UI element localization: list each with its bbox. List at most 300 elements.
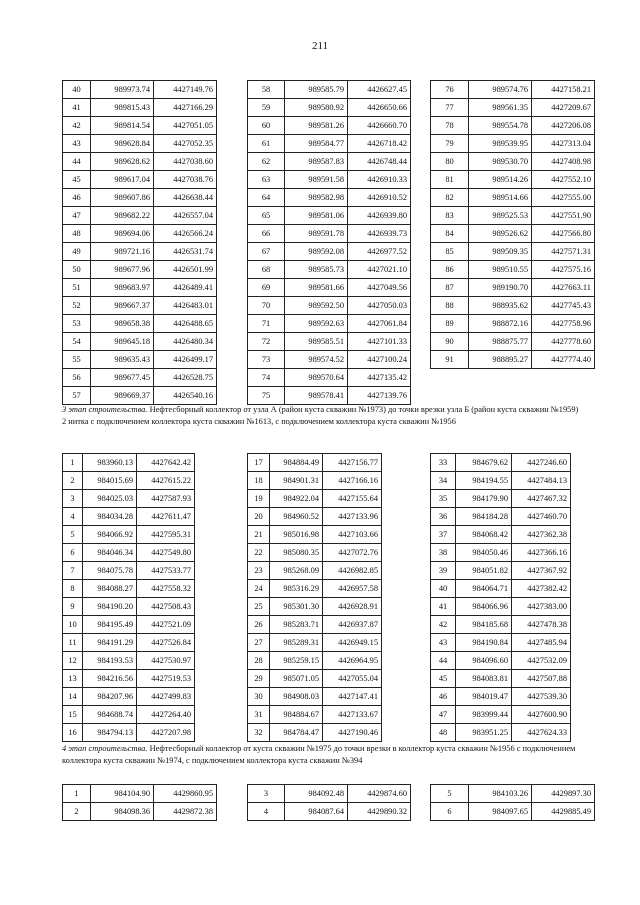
table-row bbox=[248, 652, 382, 670]
point-number: 89 bbox=[431, 315, 469, 333]
coord-y: 4427206.08 bbox=[532, 117, 595, 135]
table-row bbox=[431, 117, 595, 135]
table-row bbox=[63, 261, 217, 279]
point-number: 12 bbox=[63, 652, 83, 670]
table-row bbox=[431, 580, 571, 598]
point-number: 86 bbox=[431, 261, 469, 279]
table-row bbox=[431, 171, 595, 189]
point-number: 15 bbox=[63, 706, 83, 724]
point-number: 3 bbox=[63, 490, 83, 508]
table-row bbox=[63, 580, 195, 598]
coord-y: 4427166.29 bbox=[154, 99, 217, 117]
table-row bbox=[248, 351, 411, 369]
coord-x: 984066.96 bbox=[456, 598, 512, 616]
point-number: 66 bbox=[248, 225, 285, 243]
coord-y: 4427313.04 bbox=[532, 135, 595, 153]
point-number: 54 bbox=[63, 333, 91, 351]
coord-y: 4427600.90 bbox=[512, 706, 571, 724]
coord-x: 984960.52 bbox=[270, 508, 323, 526]
stage-4-description bbox=[62, 743, 582, 766]
coord-y: 4427055.04 bbox=[323, 670, 382, 688]
coord-x: 984679.62 bbox=[456, 454, 512, 472]
coord-x: 989509.35 bbox=[469, 243, 532, 261]
coord-x: 988872.16 bbox=[469, 315, 532, 333]
table-row bbox=[431, 99, 595, 117]
table-row bbox=[431, 634, 571, 652]
point-number: 2 bbox=[63, 803, 91, 821]
table-row bbox=[431, 670, 571, 688]
coord-y: 4427575.16 bbox=[532, 261, 595, 279]
point-number: 40 bbox=[63, 81, 91, 99]
coord-y: 4427382.42 bbox=[512, 580, 571, 598]
table-row bbox=[431, 490, 571, 508]
coord-x: 989554.78 bbox=[469, 117, 532, 135]
table-row bbox=[63, 724, 195, 742]
coord-y: 4427539.30 bbox=[512, 688, 571, 706]
table-row bbox=[248, 369, 411, 387]
coord-y: 4427383.00 bbox=[512, 598, 571, 616]
point-number: 64 bbox=[248, 189, 285, 207]
point-number: 24 bbox=[248, 580, 270, 598]
point-number: 1 bbox=[63, 454, 83, 472]
coord-x: 989525.53 bbox=[469, 207, 532, 225]
table-row bbox=[63, 454, 195, 472]
table-row bbox=[63, 634, 195, 652]
table-row bbox=[63, 369, 217, 387]
coords-table-2c bbox=[430, 453, 571, 742]
coord-x: 984088.27 bbox=[83, 580, 137, 598]
coord-x: 984050.46 bbox=[456, 544, 512, 562]
table-row bbox=[431, 153, 595, 171]
table-row bbox=[431, 785, 595, 803]
point-number: 5 bbox=[63, 526, 83, 544]
coord-x: 984207.96 bbox=[83, 688, 137, 706]
table-row bbox=[63, 189, 217, 207]
coord-x: 989617.04 bbox=[91, 171, 154, 189]
coord-y: 4429872.38 bbox=[154, 803, 217, 821]
point-number: 61 bbox=[248, 135, 285, 153]
point-number: 79 bbox=[431, 135, 469, 153]
coord-y: 4427246.60 bbox=[512, 454, 571, 472]
point-number: 57 bbox=[63, 387, 91, 405]
point-number: 67 bbox=[248, 243, 285, 261]
table-row bbox=[248, 189, 411, 207]
table-row bbox=[63, 99, 217, 117]
table-row bbox=[63, 135, 217, 153]
coord-y: 4427021.10 bbox=[348, 261, 411, 279]
coord-y: 4427530.97 bbox=[137, 652, 195, 670]
table-row bbox=[431, 261, 595, 279]
coord-y: 4426627.45 bbox=[348, 81, 411, 99]
table-row bbox=[431, 652, 571, 670]
coord-y: 4426638.44 bbox=[154, 189, 217, 207]
coord-x: 984195.49 bbox=[83, 616, 137, 634]
coord-x: 989582.98 bbox=[285, 189, 348, 207]
coord-x: 989581.26 bbox=[285, 117, 348, 135]
point-number: 41 bbox=[431, 598, 456, 616]
coord-x: 984194.55 bbox=[456, 472, 512, 490]
coord-y: 4427139.76 bbox=[348, 387, 411, 405]
coord-x: 989585.79 bbox=[285, 81, 348, 99]
table-row bbox=[248, 562, 382, 580]
coord-y: 4427519.53 bbox=[137, 670, 195, 688]
point-number: 87 bbox=[431, 279, 469, 297]
coord-y: 4429874.60 bbox=[348, 785, 411, 803]
table-row bbox=[431, 225, 595, 243]
table-row bbox=[248, 785, 411, 803]
coord-x: 989574.52 bbox=[285, 351, 348, 369]
table-row bbox=[248, 670, 382, 688]
point-number: 13 bbox=[63, 670, 83, 688]
coord-x: 989677.96 bbox=[91, 261, 154, 279]
coord-x: 985283.71 bbox=[270, 616, 323, 634]
coord-y: 4427038.60 bbox=[154, 153, 217, 171]
point-number: 90 bbox=[431, 333, 469, 351]
table-row bbox=[248, 616, 382, 634]
point-number: 88 bbox=[431, 297, 469, 315]
coord-x: 984901.31 bbox=[270, 472, 323, 490]
coord-y: 4427499.83 bbox=[137, 688, 195, 706]
point-number: 70 bbox=[248, 297, 285, 315]
point-number: 91 bbox=[431, 351, 469, 369]
table-row bbox=[248, 706, 382, 724]
point-number: 10 bbox=[63, 616, 83, 634]
coord-y: 4426939.73 bbox=[348, 225, 411, 243]
coord-y: 4426540.16 bbox=[154, 387, 217, 405]
table-row bbox=[248, 315, 411, 333]
coord-y: 4427072.76 bbox=[323, 544, 382, 562]
coord-y: 4427587.93 bbox=[137, 490, 195, 508]
point-number: 76 bbox=[431, 81, 469, 99]
table-row bbox=[63, 315, 217, 333]
coord-y: 4427663.11 bbox=[532, 279, 595, 297]
coord-y: 4427467.32 bbox=[512, 490, 571, 508]
coord-x: 985268.09 bbox=[270, 562, 323, 580]
point-number: 2 bbox=[63, 472, 83, 490]
coord-y: 4427566.80 bbox=[532, 225, 595, 243]
coord-x: 984184.28 bbox=[456, 508, 512, 526]
coord-y: 4429860.95 bbox=[154, 785, 217, 803]
coord-x: 984092.48 bbox=[285, 785, 348, 803]
coord-y: 4429897.30 bbox=[532, 785, 595, 803]
coord-y: 4426964.95 bbox=[323, 652, 382, 670]
coord-x: 983960.13 bbox=[83, 454, 137, 472]
point-number: 20 bbox=[248, 508, 270, 526]
coords-table-3c bbox=[430, 784, 595, 821]
point-number: 5 bbox=[431, 785, 469, 803]
coord-x: 989514.26 bbox=[469, 171, 532, 189]
table-row bbox=[248, 803, 411, 821]
point-number: 65 bbox=[248, 207, 285, 225]
point-number: 45 bbox=[431, 670, 456, 688]
coord-x: 989510.55 bbox=[469, 261, 532, 279]
table-row bbox=[248, 99, 411, 117]
point-number: 60 bbox=[248, 117, 285, 135]
table-row bbox=[248, 526, 382, 544]
coord-y: 4427484.13 bbox=[512, 472, 571, 490]
coord-y: 4427552.10 bbox=[532, 171, 595, 189]
point-number: 84 bbox=[431, 225, 469, 243]
table-row bbox=[431, 207, 595, 225]
coord-x: 989530.70 bbox=[469, 153, 532, 171]
table-row bbox=[248, 297, 411, 315]
coord-x: 989645.18 bbox=[91, 333, 154, 351]
coord-y: 4427774.40 bbox=[532, 351, 595, 369]
coord-y: 4427190.46 bbox=[323, 724, 382, 742]
coord-y: 4427049.56 bbox=[348, 279, 411, 297]
coord-y: 4426650.66 bbox=[348, 99, 411, 117]
coord-x: 984688.74 bbox=[83, 706, 137, 724]
table-row bbox=[63, 706, 195, 724]
table-row bbox=[248, 171, 411, 189]
coord-y: 4426557.04 bbox=[154, 207, 217, 225]
coord-y: 4427615.22 bbox=[137, 472, 195, 490]
coord-y: 4427745.43 bbox=[532, 297, 595, 315]
coord-y: 4427507.88 bbox=[512, 670, 571, 688]
coord-x: 985316.29 bbox=[270, 580, 323, 598]
table-row bbox=[431, 724, 571, 742]
point-number: 53 bbox=[63, 315, 91, 333]
coord-y: 4429890.32 bbox=[348, 803, 411, 821]
table-row bbox=[63, 688, 195, 706]
point-number: 56 bbox=[63, 369, 91, 387]
point-number: 77 bbox=[431, 99, 469, 117]
coord-y: 4427100.24 bbox=[348, 351, 411, 369]
table-row bbox=[63, 616, 195, 634]
table-row bbox=[431, 616, 571, 634]
coord-y: 4429885.49 bbox=[532, 803, 595, 821]
coord-y: 4427133.96 bbox=[323, 508, 382, 526]
table-row bbox=[248, 225, 411, 243]
point-number: 33 bbox=[431, 454, 456, 472]
table-row bbox=[63, 562, 195, 580]
point-number: 72 bbox=[248, 333, 285, 351]
table-row bbox=[431, 562, 571, 580]
coord-y: 4426489.41 bbox=[154, 279, 217, 297]
coord-x: 984103.26 bbox=[469, 785, 532, 803]
coord-y: 4426480.34 bbox=[154, 333, 217, 351]
coord-x: 989669.37 bbox=[91, 387, 154, 405]
coord-y: 4427611.47 bbox=[137, 508, 195, 526]
coord-y: 4426660.70 bbox=[348, 117, 411, 135]
point-number: 29 bbox=[248, 670, 270, 688]
table-row bbox=[248, 490, 382, 508]
coord-y: 4427508.43 bbox=[137, 598, 195, 616]
point-number: 40 bbox=[431, 580, 456, 598]
point-number: 21 bbox=[248, 526, 270, 544]
coord-y: 4426977.52 bbox=[348, 243, 411, 261]
point-number: 44 bbox=[431, 652, 456, 670]
table-row bbox=[248, 135, 411, 153]
point-number: 43 bbox=[63, 135, 91, 153]
coord-x: 989721.16 bbox=[91, 243, 154, 261]
coord-y: 4427408.98 bbox=[532, 153, 595, 171]
coord-x: 984097.65 bbox=[469, 803, 532, 821]
coord-y: 4427758.96 bbox=[532, 315, 595, 333]
coord-x: 984179.90 bbox=[456, 490, 512, 508]
coord-x: 984096.60 bbox=[456, 652, 512, 670]
coords-table-2a bbox=[62, 453, 195, 742]
table-row bbox=[248, 472, 382, 490]
coord-x: 984064.71 bbox=[456, 580, 512, 598]
table-row bbox=[248, 153, 411, 171]
point-number: 43 bbox=[431, 634, 456, 652]
point-number: 58 bbox=[248, 81, 285, 99]
point-number: 6 bbox=[431, 803, 469, 821]
coord-y: 4427101.33 bbox=[348, 333, 411, 351]
coord-y: 4426937.87 bbox=[323, 616, 382, 634]
table-row bbox=[248, 634, 382, 652]
coord-x: 984784.47 bbox=[270, 724, 323, 742]
coord-y: 4426528.75 bbox=[154, 369, 217, 387]
coord-x: 989591.58 bbox=[285, 171, 348, 189]
point-number: 3 bbox=[248, 785, 285, 803]
point-number: 46 bbox=[63, 189, 91, 207]
coord-y: 4426939.80 bbox=[348, 207, 411, 225]
coord-y: 4427549.80 bbox=[137, 544, 195, 562]
table-row bbox=[248, 279, 411, 297]
point-number: 85 bbox=[431, 243, 469, 261]
table-row bbox=[431, 472, 571, 490]
coord-x: 984051.82 bbox=[456, 562, 512, 580]
table-row bbox=[63, 490, 195, 508]
coord-x: 985289.31 bbox=[270, 634, 323, 652]
coord-x: 985080.35 bbox=[270, 544, 323, 562]
coord-x: 984066.92 bbox=[83, 526, 137, 544]
table-row bbox=[63, 333, 217, 351]
coord-x: 985071.05 bbox=[270, 670, 323, 688]
coord-y: 4427052.35 bbox=[154, 135, 217, 153]
point-number: 73 bbox=[248, 351, 285, 369]
table-row bbox=[63, 387, 217, 405]
coord-y: 4427642.42 bbox=[137, 454, 195, 472]
coord-x: 989667.37 bbox=[91, 297, 154, 315]
coord-y: 4427050.03 bbox=[348, 297, 411, 315]
coord-x: 984884.49 bbox=[270, 454, 323, 472]
stage-4-text: Нефтесборный коллектор от куста скважин №1975 до точки врезки в коллектор куста скважин №1956 с подключением коллектора куста скважин №1974, с подключением коллектора куста скважин №394 bbox=[62, 744, 576, 765]
coord-y: 4427366.16 bbox=[512, 544, 571, 562]
point-number: 8 bbox=[63, 580, 83, 598]
coord-y: 4427521.09 bbox=[137, 616, 195, 634]
coord-y: 4427532.09 bbox=[512, 652, 571, 670]
point-number: 7 bbox=[63, 562, 83, 580]
table-row bbox=[63, 351, 217, 369]
table-row bbox=[431, 508, 571, 526]
coord-y: 4427533.77 bbox=[137, 562, 195, 580]
coord-x: 989658.38 bbox=[91, 315, 154, 333]
coord-y: 4426499.17 bbox=[154, 351, 217, 369]
table-row bbox=[431, 135, 595, 153]
coords-table-1c bbox=[430, 80, 595, 369]
table-row bbox=[431, 803, 595, 821]
coord-x: 984098.36 bbox=[91, 803, 154, 821]
coord-x: 984191.29 bbox=[83, 634, 137, 652]
coord-x: 989592.50 bbox=[285, 297, 348, 315]
table-row bbox=[63, 598, 195, 616]
coord-y: 4427149.76 bbox=[154, 81, 217, 99]
coord-x: 984083.81 bbox=[456, 670, 512, 688]
coord-x: 989592.08 bbox=[285, 243, 348, 261]
coord-x: 988935.62 bbox=[469, 297, 532, 315]
point-number: 42 bbox=[431, 616, 456, 634]
table-row bbox=[248, 117, 411, 135]
table-row bbox=[431, 526, 571, 544]
table-row bbox=[431, 598, 571, 616]
coord-y: 4426910.33 bbox=[348, 171, 411, 189]
table-row bbox=[63, 297, 217, 315]
point-number: 4 bbox=[248, 803, 285, 821]
coord-y: 4426501.99 bbox=[154, 261, 217, 279]
coord-y: 4427135.42 bbox=[348, 369, 411, 387]
point-number: 52 bbox=[63, 297, 91, 315]
table-row bbox=[63, 117, 217, 135]
page-number: 211 bbox=[311, 40, 329, 52]
coord-x: 989570.64 bbox=[285, 369, 348, 387]
coord-y: 4427166.16 bbox=[323, 472, 382, 490]
point-number: 25 bbox=[248, 598, 270, 616]
coord-y: 4427147.41 bbox=[323, 688, 382, 706]
coord-x: 984025.03 bbox=[83, 490, 137, 508]
coord-x: 989514.66 bbox=[469, 189, 532, 207]
coord-x: 984190.20 bbox=[83, 598, 137, 616]
point-number: 32 bbox=[248, 724, 270, 742]
coord-x: 989539.95 bbox=[469, 135, 532, 153]
table-row bbox=[248, 261, 411, 279]
table-row bbox=[431, 544, 571, 562]
coord-y: 4427478.38 bbox=[512, 616, 571, 634]
point-number: 39 bbox=[431, 562, 456, 580]
coord-x: 984216.56 bbox=[83, 670, 137, 688]
point-number: 45 bbox=[63, 171, 91, 189]
point-number: 68 bbox=[248, 261, 285, 279]
coord-x: 985259.15 bbox=[270, 652, 323, 670]
coord-y: 4426949.15 bbox=[323, 634, 382, 652]
stage-3-text: Нефтесборный коллектор от узла А (район куста скважин №1973) до точки врезки узла Б (район куста скважин №1959) 2 нитка с подключением коллектора куста скважин №1613, с подключением коллектора куста скважин №1956 bbox=[62, 405, 579, 426]
point-number: 6 bbox=[63, 544, 83, 562]
coord-y: 4426718.42 bbox=[348, 135, 411, 153]
coord-x: 985301.30 bbox=[270, 598, 323, 616]
point-number: 71 bbox=[248, 315, 285, 333]
coord-y: 4427595.31 bbox=[137, 526, 195, 544]
coord-x: 988875.77 bbox=[469, 333, 532, 351]
coord-x: 984068.42 bbox=[456, 526, 512, 544]
coord-y: 4427155.64 bbox=[323, 490, 382, 508]
coord-x: 989585.73 bbox=[285, 261, 348, 279]
table-row bbox=[63, 279, 217, 297]
point-number: 36 bbox=[431, 508, 456, 526]
coord-x: 983999.44 bbox=[456, 706, 512, 724]
point-number: 69 bbox=[248, 279, 285, 297]
point-number: 18 bbox=[248, 472, 270, 490]
coord-y: 4427362.38 bbox=[512, 526, 571, 544]
coord-y: 4427264.40 bbox=[137, 706, 195, 724]
coord-x: 984884.67 bbox=[270, 706, 323, 724]
table-row bbox=[63, 472, 195, 490]
coord-y: 4426488.65 bbox=[154, 315, 217, 333]
coord-y: 4427133.67 bbox=[323, 706, 382, 724]
coord-x: 983951.25 bbox=[456, 724, 512, 742]
coord-x: 989574.76 bbox=[469, 81, 532, 99]
coord-y: 4427038.76 bbox=[154, 171, 217, 189]
coord-y: 4426531.74 bbox=[154, 243, 217, 261]
table-row bbox=[431, 688, 571, 706]
point-number: 49 bbox=[63, 243, 91, 261]
table-row bbox=[431, 189, 595, 207]
coords-table-3b bbox=[247, 784, 411, 821]
point-number: 59 bbox=[248, 99, 285, 117]
coord-y: 4427485.94 bbox=[512, 634, 571, 652]
point-number: 47 bbox=[63, 207, 91, 225]
